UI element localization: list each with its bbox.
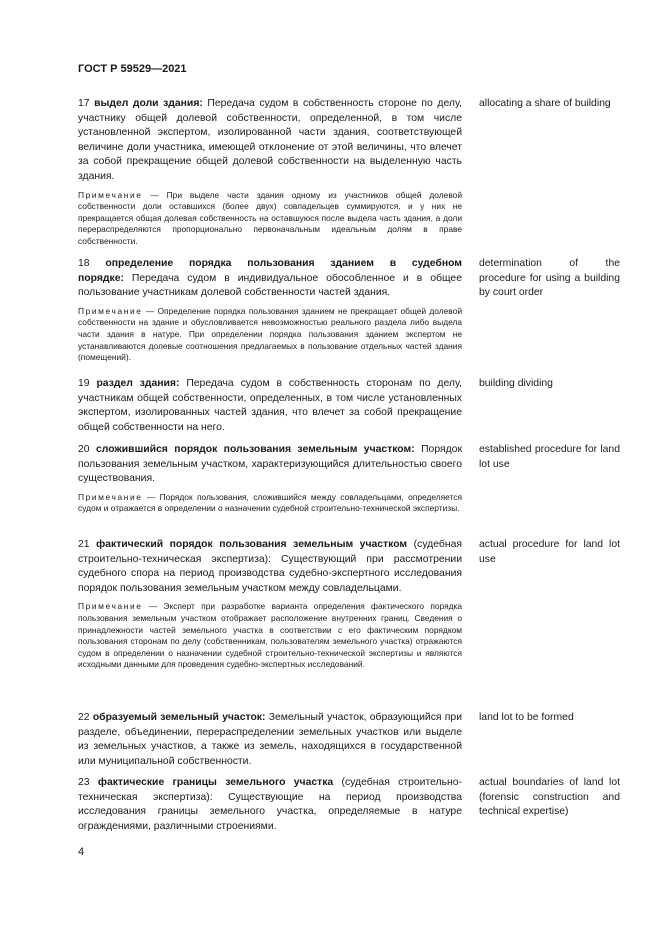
term-name: определение порядка пользования зданием в судебном порядке: — [78, 258, 462, 284]
note-label: Примечание — [78, 601, 143, 612]
term-note — [78, 492, 462, 515]
term-english: actual procedure for land lot use — [479, 539, 620, 565]
term-note — [78, 601, 462, 671]
term-english: actual boundaries of land lot (forensic construction and technical expertise) — [479, 777, 620, 818]
term-number: 22 — [78, 712, 90, 723]
term-english: established procedure for land lot use — [479, 444, 620, 470]
term-body — [78, 538, 462, 671]
term-number: 20 — [78, 444, 90, 455]
term-english: allocating a share of building — [479, 98, 611, 109]
note-text: — Эксперт при разработке варианта определения фактического порядка пользования земельным участком отображает расположение внутренних границ. Сведения о принадлежности частей земельного участка в соответствии с его фактическим порядком пользования сторонам по делу (собственникам, пользователям земельного участка) отражаются судом в определении о назначении судебной строительно-технической экспертизы и являются исходными данными для проведения судебно-экспертных исследований. — [78, 601, 462, 670]
term-definition — [78, 97, 462, 185]
term-name: раздел здания: — [96, 378, 180, 389]
term-definition — [78, 257, 462, 301]
note-label: Примечание — [78, 189, 143, 200]
term-text: Передача судом в собственность стороне по делу, участнику общей долевой собственности, определенной, в том числе установленной экспертом, изолированной части здания, соответствующей величине доли участника, имеющей отклонение от этой величины, что влечет за собой прекращение общей долевой собственности на выделенную часть здания. — [78, 98, 462, 182]
term-english: land lot to be formed — [479, 712, 574, 723]
term-name: фактические границы земельного участка — [97, 777, 334, 788]
term-name: сложившийся порядок пользования земельным участком: — [95, 444, 415, 455]
note-label: Примечание — [78, 305, 143, 316]
term-name: фактический порядок пользования земельным участком — [96, 539, 408, 550]
term-definition — [78, 776, 462, 834]
term-text: (судебная строительно-техническая экспертиза): Существующие на период производства исследования границы земельного участка, определяемые в натуре ограждениями, различными строениями. — [78, 777, 462, 832]
term-body — [78, 776, 462, 834]
term-definition — [78, 711, 462, 769]
term-text: Передача судом в собственность сторонам по делу, участникам общей собственности, определенных, в том числе установленных экспертом, изолированных частей здания, что влечет за собой прекращение общей собственности на него. — [78, 378, 462, 433]
document-header: ГОСТ Р 59529—2021 — [78, 63, 187, 75]
term-definition — [78, 377, 462, 435]
term-number: 21 — [78, 539, 90, 550]
term-english: determination of the procedure for using a building by court order — [479, 258, 620, 299]
term-text: Передача судом в индивидуальное обособленное и в общее пользование участникам долевой собственности частей здания. — [78, 272, 462, 299]
term-text: (судебная строительно-техническая экспертиза): Существующий при рассмотрении судебного спора на период производства судебно-экспертного исследования порядок пользования земельным участком между совладельцами. — [78, 539, 462, 594]
term-body — [78, 97, 462, 248]
note-text: — При выделе части здания одному из участников общей долевой собственности доли оставшихся (более двух) совладельцев суммируются, и у них не прекращается общая долевая собственность на оставшуюся после выдела часть здания, а доли перераспределяются пропорционально первоначальным идеальным долям в праве собственности. — [78, 189, 463, 246]
term-number: 19 — [78, 378, 90, 389]
term-text: Порядок пользования земельным участком, характеризующийся длительностью своего существования. — [78, 444, 463, 485]
term-number: 17 — [78, 98, 90, 109]
term-english: building dividing — [479, 378, 553, 389]
term-name: образуемый земельный участок: — [92, 712, 266, 723]
term-text: Земельный участок, образующийся при разделе, объединении, перераспределении земельных участков или выделе из земельных участков, а также из земель, находящихся в государственной или муниципальной собственности. — [78, 712, 462, 767]
note-label: Примечание — [78, 491, 143, 502]
term-body — [78, 443, 462, 515]
term-number: 18 — [78, 258, 90, 269]
term-number: 23 — [78, 777, 90, 788]
term-definition — [78, 443, 462, 487]
term-note — [78, 306, 462, 364]
term-name: выдел доли здания: — [94, 98, 203, 109]
term-note — [78, 190, 462, 248]
term-body — [78, 377, 462, 435]
note-text: — Порядок пользования, сложившийся между совладельцами, определяется судом и отражается в определении о назначении судебной строительно-технической экспертизы. — [78, 491, 462, 514]
term-body — [78, 257, 462, 364]
note-text: — Определение порядка пользования зданием не прекращает общей долевой собственности на здание и обусловливается невозможностью реального раздела либо выдела части здания в натуре. При определении порядка пользования зданием экспертом не устанавливаются долевые соотношения предлагаемых в пользование отдельных частей здания (помещений). — [78, 305, 463, 363]
term-body — [78, 711, 462, 769]
term-definition — [78, 538, 462, 596]
page-number: 4 — [78, 846, 85, 858]
